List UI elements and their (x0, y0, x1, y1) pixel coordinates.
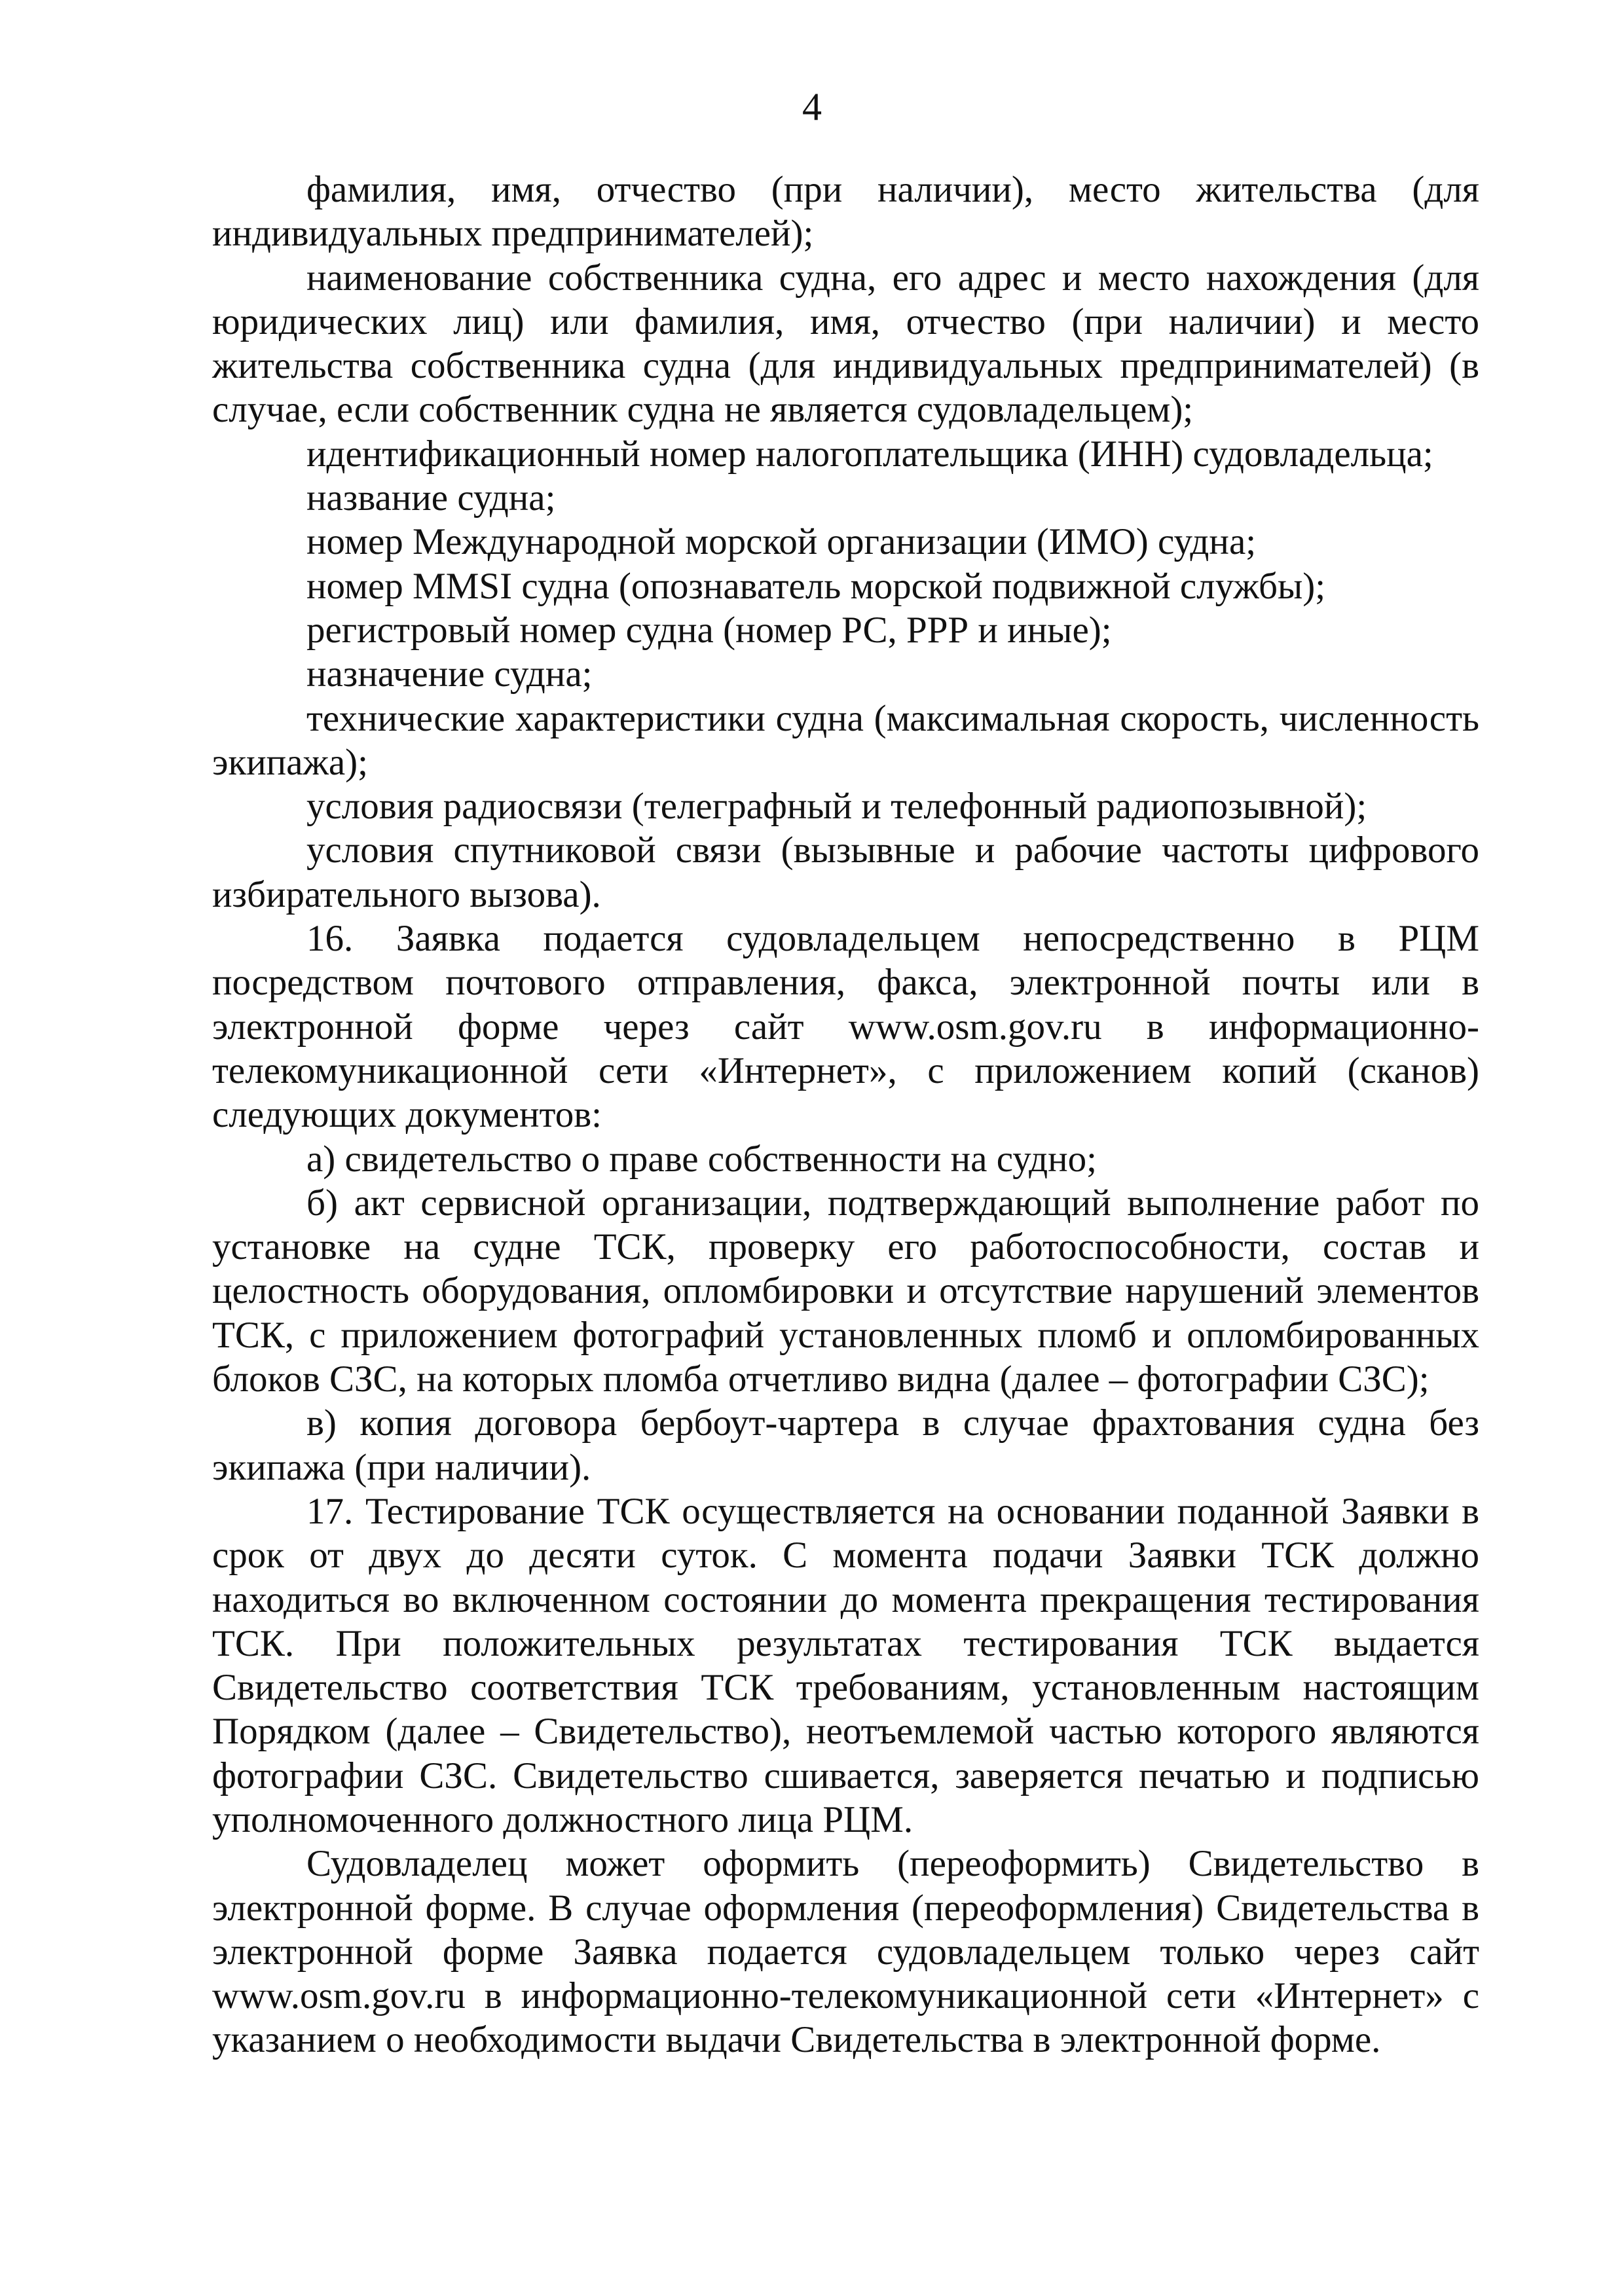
paragraph-ship-owner: наименование собственника судна, его адрес и место нахождения (для юридических лиц) или фамилия, имя, отчество (при наличии) и место жительства собственника судна (для индивидуальных предпринимателей) (в случае, если собственник судна не является судовладельцем); (212, 257, 1479, 431)
paragraph-inn: идентификационный номер налогоплательщика (ИНН) судовладельца; (306, 433, 1433, 475)
paragraph-imo-number: номер Международной морской организации (ИМО) судна; (306, 521, 1257, 563)
paragraph-ship-purpose: назначение судна; (306, 653, 593, 695)
page-number: 4 (802, 85, 822, 128)
paragraph-item-16-a: а) свидетельство о праве собственности на судно; (306, 1138, 1097, 1180)
paragraph-register-number: регистровый номер судна (номер РС, РРР и иные); (306, 609, 1112, 651)
paragraph-ship-name: название судна; (306, 477, 556, 519)
paragraph-item-16: 16. Заявка подается судовладельцем непосредственно в РЦМ посредством почтового отправления, факса, электронной почты или в электронной форме через сайт www.osm.gov.ru в информационно-телекомуникационной сети «Интернет», с приложением копий (сканов) следующих документов: (212, 918, 1479, 1136)
paragraph-item-16-b: б) акт сервисной организации, подтверждающий выполнение работ по установке на судне ТСК, проверку его работоспособности, состав и целостность оборудования, опломбировки и отсутствие нарушений элементов ТСК, с приложением фотографий установленных пломб и опломбированных блоков СЗС, на которых пломба отчетливо видна (далее – фотографии СЗС); (212, 1182, 1479, 1400)
paragraph-mmsi-number: номер MMSI судна (опознаватель морской подвижной службы); (306, 565, 1326, 607)
paragraph-electronic-certificate: Судовладелец может оформить (переоформить) Свидетельство в электронной форме. В случае оформления (переоформления) Свидетельства в электронной форме Заявка подается судовладельцем только через сайт www.osm.gov.ru в информационно-телекомуникационной сети «Интернет» с указанием о необходимости выдачи Свидетельства в электронной форме. (212, 1843, 1479, 2061)
paragraph-item-16-v: в) копия договора бербоут-чартера в случае фрахтования судна без экипажа (при наличии). (212, 1402, 1479, 1488)
paragraph-item-17: 17. Тестирование ТСК осуществляется на основании поданной Заявки в срок от двух до десяти суток. С момента подачи Заявки ТСК должно находиться во включенном состоянии до момента прекращения тестирования ТСК. При положительных результатах тестирования ТСК выдается Свидетельство соответствия ТСК требованиям, установленным настоящим Порядком (далее – Свидетельство), неотъемлемой частью которого являются фотографии СЗС. Свидетельство сшивается, заверяется печатью и подписью уполномоченного должностного лица РЦМ. (212, 1490, 1479, 1840)
paragraph-radio-conditions: условия радиосвязи (телеграфный и телефонный радиопозывной); (306, 786, 1367, 828)
paragraph-satellite-conditions: условия спутниковой связи (вызывные и рабочие частоты цифрового избирательного вызова). (212, 829, 1479, 915)
paragraph-technical-characteristics: технические характеристики судна (максимальная скорость, численность экипажа); (212, 697, 1479, 783)
document-body (212, 168, 1479, 2062)
paragraph-owner-name: фамилия, имя, отчество (при наличии), место жительства (для индивидуальных предпринимателей); (212, 169, 1479, 255)
